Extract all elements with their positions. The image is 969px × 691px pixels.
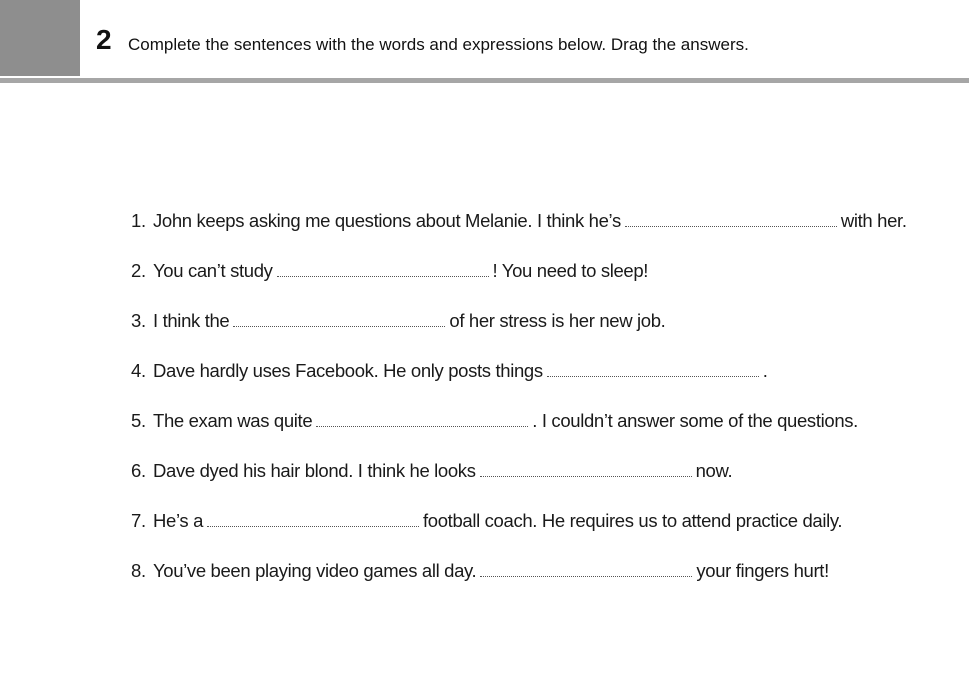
answer-drop-gap-1[interactable]: [625, 210, 837, 227]
sentence-2: [131, 258, 961, 308]
sentence-4: [131, 358, 961, 408]
sentence-text-after: now.: [695, 460, 733, 481]
sentence-7: [131, 508, 961, 558]
sentence-list: [131, 208, 961, 608]
sentence-number: 7.: [131, 510, 146, 531]
sentence-number: 3.: [131, 310, 146, 331]
answer-drop-gap-3[interactable]: [233, 310, 445, 327]
sentence-number: 1.: [131, 210, 146, 231]
answer-drop-gap-7[interactable]: [207, 510, 419, 527]
sentence-text-before: Dave dyed his hair blond. I think he looks: [153, 460, 476, 481]
sentence-text-before: The exam was quite: [153, 410, 313, 431]
sentence-number: 4.: [131, 360, 146, 381]
sentence-5: [131, 408, 961, 458]
sentence-number: 6.: [131, 460, 146, 481]
sentence-3: [131, 308, 961, 358]
exercise-number: 2: [96, 24, 112, 55]
exercise-header: [0, 0, 969, 84]
answer-drop-gap-4[interactable]: [547, 360, 759, 377]
sentence-number: 5.: [131, 410, 146, 431]
sentence-text-after: football coach. He requires us to attend practice daily.: [423, 510, 843, 531]
sentence-text-after: . I couldn’t answer some of the questions.: [532, 410, 858, 431]
header-divider: [0, 78, 969, 83]
sentence-6: [131, 458, 961, 508]
sentence-text-before: You can’t study: [153, 260, 273, 281]
header-gray-block: [0, 0, 80, 76]
sentence-text-before: He’s a: [153, 510, 204, 531]
answer-drop-gap-6[interactable]: [480, 460, 692, 477]
sentence-number: 2.: [131, 260, 146, 281]
sentence-number: 8.: [131, 560, 146, 581]
answer-drop-gap-8[interactable]: [480, 560, 692, 577]
sentence-text-after: your fingers hurt!: [696, 560, 829, 581]
sentence-text-before: I think the: [153, 310, 230, 331]
sentence-text-after: ! You need to sleep!: [492, 260, 649, 281]
sentence-1: [131, 208, 961, 258]
sentence-text-after: with her.: [840, 210, 907, 231]
sentence-text-before: John keeps asking me questions about Melanie. I think he’s: [153, 210, 621, 231]
answer-drop-gap-5[interactable]: [316, 410, 528, 427]
answer-drop-gap-2[interactable]: [277, 260, 489, 277]
sentence-text-before: Dave hardly uses Facebook. He only posts things: [153, 360, 543, 381]
sentence-text-after: .: [762, 360, 768, 381]
sentence-text-before: You’ve been playing video games all day.: [153, 560, 477, 581]
sentence-text-after: of her stress is her new job.: [449, 310, 666, 331]
sentence-8: [131, 558, 961, 608]
exercise-instruction: Complete the sentences with the words and expressions below. Drag the answers.: [128, 35, 749, 54]
